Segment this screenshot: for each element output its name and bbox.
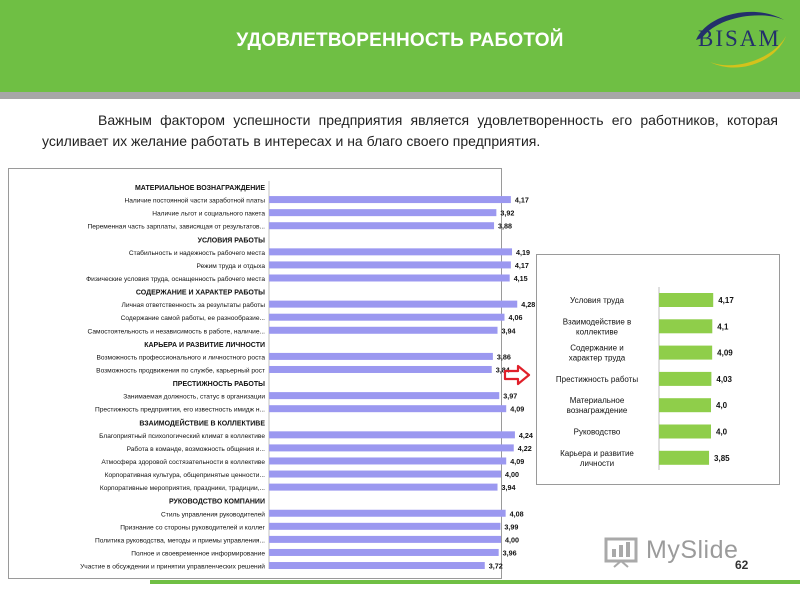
category-label: Физические условия труда, оснащенность рабочего места <box>86 275 265 283</box>
category-label: Занимаемая должность, статус в организации <box>123 393 265 401</box>
bar <box>659 451 709 465</box>
data-label: 4,0 <box>716 427 728 437</box>
data-label: 4,00 <box>505 470 519 480</box>
group-heading: ВЗАИМОДЕЙСТВИЕ В КОЛЛЕКТИВЕ <box>139 420 265 428</box>
data-label: 4,09 <box>510 404 525 414</box>
category-label: Стабильность и надежность рабочего места <box>128 249 265 257</box>
category-label: Престижность предприятия, его известность имидж н... <box>95 406 265 414</box>
data-label: 4,09 <box>510 456 525 466</box>
bar <box>659 425 711 439</box>
group-heading: СОДЕРЖАНИЕ И ХАРАКТЕР РАБОТЫ <box>135 289 265 297</box>
data-label: 3,97 <box>503 391 518 401</box>
bar <box>269 366 492 373</box>
category-label: Материальное вознаграждение <box>566 396 628 416</box>
header-bar <box>0 0 800 92</box>
group-heading: УСЛОВИЯ РАБОТЫ <box>197 237 265 245</box>
bar <box>269 261 511 268</box>
bar <box>269 353 493 360</box>
category-label: Руководство <box>573 427 621 437</box>
category-label: Признание со стороны руководителей и коллег <box>120 524 265 532</box>
data-label: 3,88 <box>498 221 513 231</box>
data-label: 4,1 <box>717 322 729 332</box>
data-label: 3,94 <box>501 326 516 336</box>
category-label: Режим труда и отдыха <box>196 262 265 270</box>
category-label: Стиль управления руководителей <box>161 511 265 519</box>
category-label: Переменная часть зарплаты, зависящая от результатов... <box>87 223 265 231</box>
data-label: 4,15 <box>513 273 528 283</box>
bar <box>269 484 498 491</box>
category-label: Работа в команде, возможность общения и... <box>126 445 265 453</box>
summary-chart-panel <box>536 254 780 485</box>
data-label: 4,0 <box>716 401 728 411</box>
bar <box>269 562 485 569</box>
data-label: 4,22 <box>517 443 532 453</box>
logo-text: BISAM <box>698 26 781 51</box>
watermark-text: MySlide <box>646 536 739 564</box>
data-label: 3,96 <box>502 548 517 558</box>
category-label: Политика руководства, методы и приемы управления... <box>95 537 265 545</box>
bar <box>659 398 711 412</box>
bar <box>269 549 499 556</box>
bar <box>269 405 506 412</box>
data-label: 3,92 <box>500 208 515 218</box>
bar <box>659 319 712 333</box>
presentation-board-icon <box>604 533 644 567</box>
bisam-logo <box>688 6 792 76</box>
footer-line <box>150 580 800 584</box>
summary-satisfaction-chart <box>537 255 779 484</box>
bar <box>269 196 511 203</box>
bar <box>269 392 499 399</box>
category-label: Самостоятельность и независимость в работе, наличие... <box>87 328 265 336</box>
bar <box>659 372 711 386</box>
data-label: 4,03 <box>716 374 732 384</box>
category-label: Содержание самой работы, ее разнообразие... <box>120 315 265 323</box>
page-title: УДОВЛЕТВОРЕННОСТЬ РАБОТОЙ <box>236 30 564 51</box>
category-label: Возможность продвижения по службе, карьерный рост <box>96 367 265 375</box>
bar <box>269 222 494 229</box>
group-heading: РУКОВОДСТВО КОМПАНИИ <box>168 498 265 506</box>
bar <box>269 523 500 530</box>
group-heading: КАРЬЕРА И РАЗВИТИЕ ЛИЧНОСТИ <box>144 341 265 349</box>
bar <box>269 471 501 478</box>
category-label: Участие в обсуждении и принятии управленческих решений <box>80 563 265 571</box>
category-label: Наличие постоянной части заработной платы <box>124 197 265 205</box>
data-label: 3,85 <box>714 453 730 463</box>
bar <box>269 536 501 543</box>
data-label: 3,72 <box>488 561 503 571</box>
bar <box>269 301 517 308</box>
bar <box>269 510 506 517</box>
bar <box>269 274 510 281</box>
bar <box>269 209 496 216</box>
bar <box>659 346 712 360</box>
data-label: 4,00 <box>505 535 519 545</box>
data-label: 4,17 <box>514 260 529 270</box>
data-label: 4,17 <box>718 296 734 305</box>
header-divider <box>0 92 800 99</box>
category-label: Содержание и характер труда <box>568 343 626 363</box>
category-label: Личная ответственность за результаты работы <box>121 302 265 310</box>
data-label: 3,84 <box>495 365 510 375</box>
bar <box>269 444 514 451</box>
detailed-satisfaction-chart <box>9 169 536 578</box>
category-label: Условия труда <box>570 296 624 305</box>
category-label: Благоприятный психологический климат в коллективе <box>99 432 265 440</box>
data-label: 4,08 <box>509 509 524 519</box>
category-label: Атмосфера здоровой состязательности в коллективе <box>101 458 265 466</box>
bar <box>269 457 506 464</box>
group-heading: МАТЕРИАЛЬНОЕ ВОЗНАГРАЖДЕНИЕ <box>134 185 265 192</box>
category-label: Корпоративные мероприятия, праздники, традиции,... <box>99 485 265 493</box>
category-label: Взаимодействие в коллективе <box>562 317 632 337</box>
bar <box>269 327 498 334</box>
group-heading: ПРЕСТИЖНОСТЬ РАБОТЫ <box>172 381 265 389</box>
bar <box>269 314 504 321</box>
detailed-chart-panel <box>8 168 536 579</box>
intro-paragraph: Важным фактором успешности предприятия является удовлетворенность его работников, которая усиливает их желание работать в интересах и на благо своего предприятия. <box>42 112 778 149</box>
data-label: 4,09 <box>717 348 733 358</box>
data-label: 3,99 <box>504 522 519 532</box>
right-arrow-outline-icon <box>503 364 531 386</box>
data-label: 4,24 <box>518 430 533 440</box>
category-label: Корпоративная культура, общепринятые ценности... <box>104 472 265 480</box>
bar <box>659 293 713 307</box>
category-label: Полное и своевременное информирование <box>131 550 265 558</box>
data-label: 4,06 <box>508 313 523 323</box>
data-label: 3,94 <box>501 483 516 493</box>
category-label: Наличие льгот и социального пакета <box>152 210 265 218</box>
data-label: 4,28 <box>521 300 536 310</box>
data-label: 4,19 <box>516 247 531 257</box>
category-label: Карьера и развитие личности <box>560 448 634 468</box>
category-label: Престижность работы <box>555 374 639 384</box>
bar <box>269 248 512 255</box>
data-label: 3,86 <box>496 352 511 362</box>
page-number: 62 <box>735 558 749 572</box>
bar <box>269 431 515 438</box>
data-label: 4,17 <box>514 195 529 205</box>
category-label: Возможность профессионального и личностного роста <box>96 354 265 362</box>
